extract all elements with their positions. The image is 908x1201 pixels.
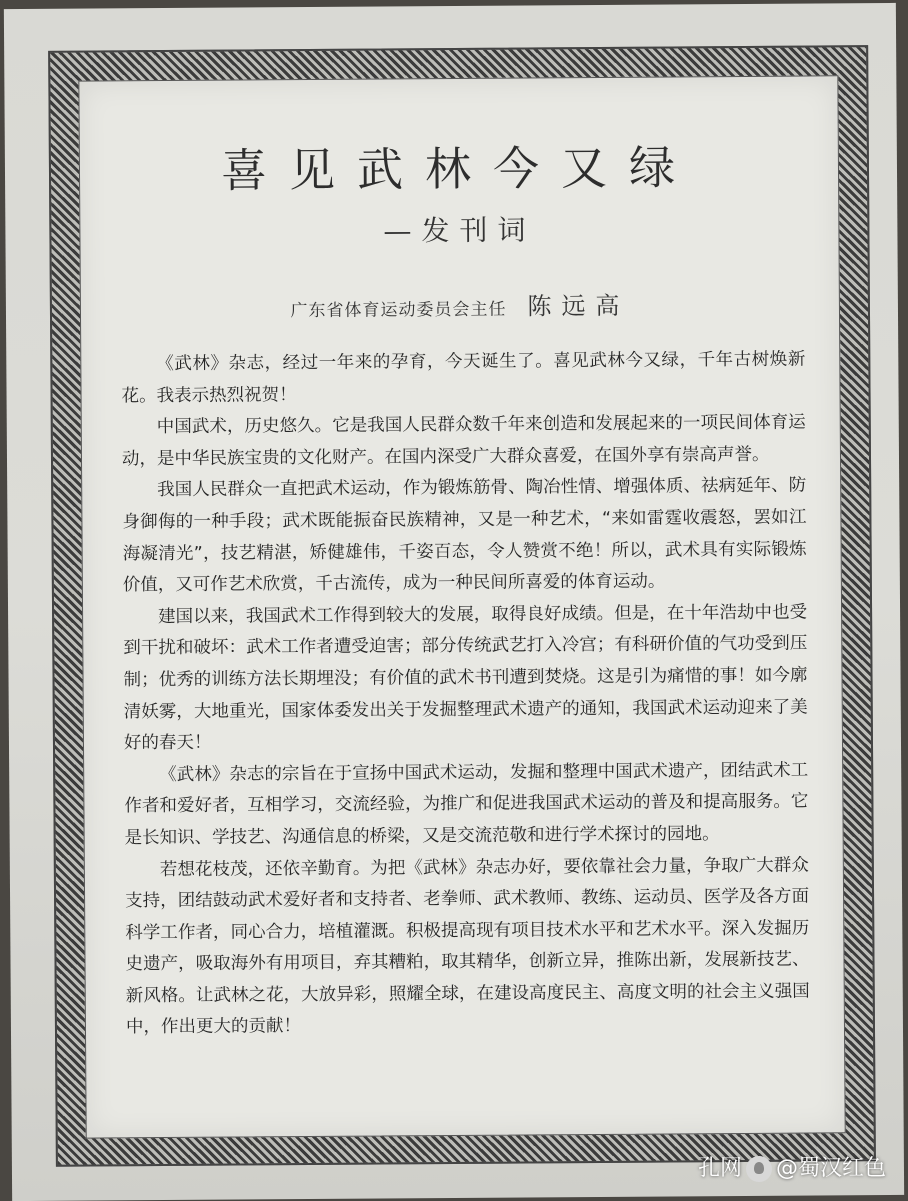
document-page [78, 75, 845, 1138]
paragraph: 建国以来，我国武术工作得到较大的发展，取得良好成绩。但是，在十年浩劫中也受到干扰和破坏：武术工作者遭受迫害；部分传统武艺打入冷宫；有科研价值的气功受到压制；优秀的训练方法长期埋没；有价值的武术书刊遭到焚烧。这是引为痛惜的事！如今廓清妖雾，大地重光，国家体委发出关于发掘整理武术遗产的通知，我国武术运动迎来了美好的春天！ [123, 602, 808, 754]
paragraph: 《武林》杂志的宗旨在于宣扬中国武术运动，发掘和整理中国武术遗产，团结武术工作者和爱好者，互相学习，交流经验，为推广和促进我国武术运动的普及和提高服务。它是长知识、学技艺、沟通信息的桥梁，又是交流范敬和进行学术探讨的园地。 [124, 760, 809, 849]
author-organization: 广东省体育运动委员会主任 [290, 299, 507, 322]
photo-background [4, 3, 904, 1201]
document-body [121, 345, 810, 1045]
author-line [81, 284, 839, 324]
watermark-site: 孔网 [697, 1156, 742, 1181]
paragraph: 中国武术，历史悠久。它是我国人民群众数千年来创造和发展起来的一项民间体育运动，是中华民族宝贵的文化财产。在国内深受广大群众喜爱，在国外享有崇高声誉。 [121, 412, 806, 470]
document-subtitle: —发刊词 [383, 213, 536, 248]
avatar-icon [746, 1156, 772, 1182]
paragraph: 《武林》杂志，经过一年来的孕育，今天诞生了。喜见武林今又绿，千年古树焕新花。我表示热烈祝贺！ [121, 349, 806, 406]
document-title: 喜见武林今又绿 [220, 140, 698, 198]
paragraph: 我国人民群众一直把武术运动，作为锻炼筋骨、陶冶性情、增强体质、祛病延年、防身御侮的一种手段；武术既能振奋民族精神，又是一种艺术，“来如雷霆收震怒，罢如江海凝清光”，技艺精湛，矫健雄伟，千姿百态，令人赞赏不绝！所以，武术具有实际锻炼价值，又可作艺术欣赏，千古流传，成为一种民间所喜爱的体育运动。 [122, 475, 807, 596]
author-name: 陈远高 [527, 291, 630, 321]
watermark [698, 1151, 886, 1182]
paragraph: 若想花枝茂，还依辛勤育。为把《武林》杂志办好，要依靠社会力量，争取广大群众支持，团结鼓动武术爱好者和支持者、老拳师、武术教师、教练、运动员、医学及各方面科学工作者，同心合力，培植灌溉。积极提高现有项目技术水平和艺术水平。深入发掘历史遗产，吸取海外有用项目，弃其糟粕，取其精华，创新立异，推陈出新，发展新技艺、新风格。让武林之花，大放异彩，照耀全球，在建设高度民主、高度文明的社会主义强国中，作出更大的贡献！ [125, 855, 810, 1038]
watermark-author: @蜀汉红色 [775, 1156, 886, 1181]
